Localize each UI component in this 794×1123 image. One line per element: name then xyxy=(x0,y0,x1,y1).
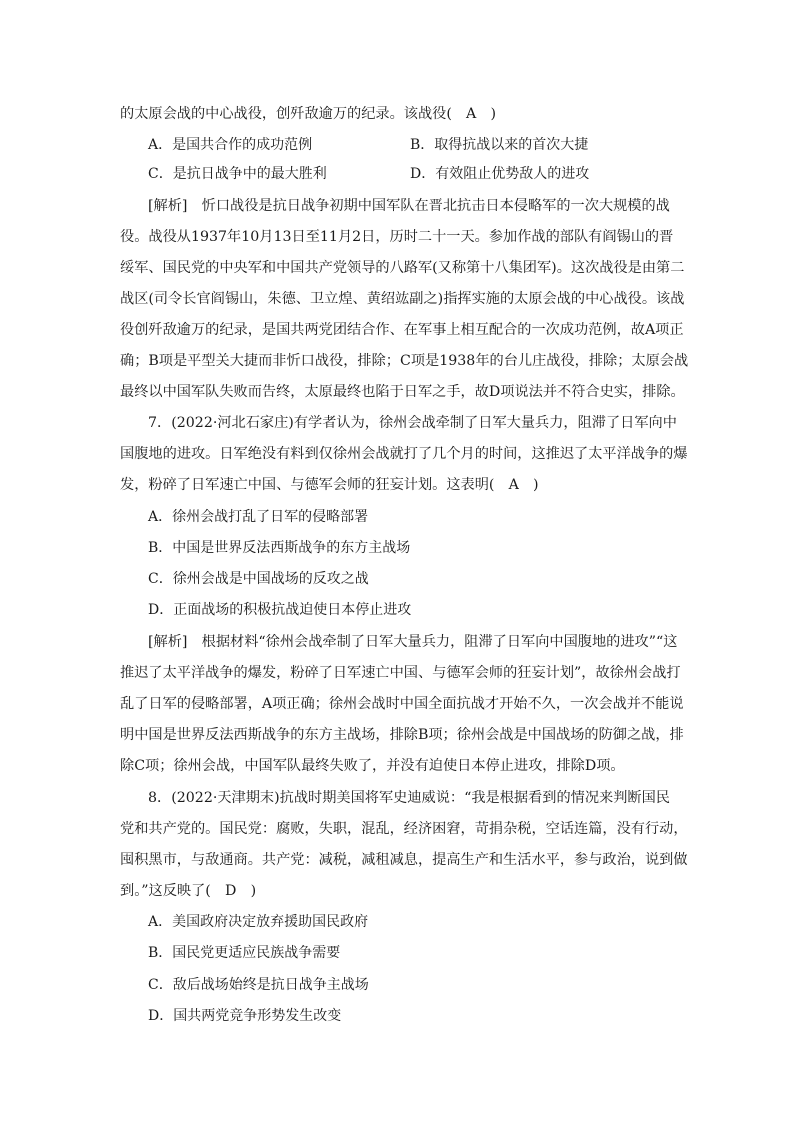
q6-option-c: C．是抗日战争中的最大胜利 xyxy=(148,166,327,182)
q8-stem-line: 到。”这反映了( D ) xyxy=(120,883,257,899)
q8-stem-line: 8．(2022·天津期末)抗战时期美国将军史迪威说：“我是根据看到的情况来判断国民 xyxy=(148,790,670,806)
q7-option-d: D．正面战场的积极抗战迫使日本停止进攻 xyxy=(148,602,412,618)
q6-analysis-line: 确；B项是平型关大捷而非忻口战役，排除；C项是1938年的台儿庄战役，排除；太原会战 xyxy=(120,353,689,369)
q8-stem-line: 囤积黑市，与敌通商。共产党：减税，减租减息，提高生产和生活水平，参与政治，说到做 xyxy=(120,852,688,868)
q8-stem-line: 党和共产党的。国民党：腐败，失职，混乱，经济困窘，苛捐杂税，空话连篇，没有行动， xyxy=(120,821,688,837)
q6-option-a: A．是国共合作的成功范例 xyxy=(148,137,313,153)
q8-option-d: D．国共两党竞争形势发生改变 xyxy=(148,1008,342,1024)
q6-analysis-line: 役创歼敌逾万的纪录，是国共两党团结合作、在军事上相互配合的一次成功范例，故A项正 xyxy=(120,322,684,338)
q6-stem: 的太原会战的中心战役，创歼敌逾万的纪录。该战役( A ) xyxy=(120,106,497,122)
q7-analysis-line: 乱了日军的侵略部署，A项正确；徐州会战时中国全面抗战才开始不久，一次会战并不能说 xyxy=(120,696,684,712)
q6-analysis-line: [解析] 忻口战役是抗日战争初期中国军队在晋北抗击日本侵略军的一次大规模的战 xyxy=(148,198,670,214)
q7-stem-line: 发，粉碎了日军速亡中国、与德军会师的狂妄计划。这表明( A ) xyxy=(120,477,539,493)
q7-analysis-line: 明中国是世界反法西斯战争的东方主战场，排除B项；徐州会战是中国战场的防御之战，排 xyxy=(120,727,684,743)
q7-analysis-line: [解析] 根据材料“徐州会战牵制了日军大量兵力，阻滞了日军向中国腹地的进攻”“这 xyxy=(148,634,678,650)
q7-analysis-line: 除C项；徐州会战，中国军队最终失败了，并没有迫使日本停止进攻，排除D项。 xyxy=(120,758,625,774)
q8-option-b: B．国民党更适应民族战争需要 xyxy=(148,945,341,961)
q7-stem-line: 国腹地的进攻。日军绝没有料到仅徐州会战就打了几个月的时间，这推迟了太平洋战争的爆 xyxy=(120,446,688,462)
q8-option-c: C．敌后战场始终是抗日战争主战场 xyxy=(148,977,369,993)
q6-option-b: B．取得抗战以来的首次大捷 xyxy=(410,137,589,153)
q6-analysis-line: 绥军、国民党的中央军和中国共产党领导的八路军(又称第十八集团军)。这次战役是由第二 xyxy=(120,260,685,276)
q7-option-c: C．徐州会战是中国战场的反攻之战 xyxy=(148,571,369,587)
q7-analysis-line: 推迟了太平洋战争的爆发，粉碎了日军速亡中国、与德军会师的狂妄计划”，故徐州会战打 xyxy=(120,665,681,681)
q6-option-d: D．有效阻止优势敌人的进攻 xyxy=(410,166,590,182)
q8-option-a: A．美国政府决定放弃援助国民政府 xyxy=(148,914,369,930)
q6-analysis-line: 战区(司令长官阎锡山，朱德、卫立煌、黄绍竑副之)指挥实施的太原会战的中心战役。该战 xyxy=(120,291,685,307)
q7-option-a: A．徐州会战打乱了日军的侵略部署 xyxy=(148,509,369,525)
q7-option-b: B．中国是世界反法西斯战争的东方主战场 xyxy=(148,540,411,556)
q7-stem-line: 7．(2022·河北石家庄)有学者认为，徐州会战牵制了日军大量兵力，阻滞了日军向中 xyxy=(148,415,677,431)
q6-analysis-line: 最终以中国军队失败而告终，太原最终也陷于日军之手，故D项说法并不符合史实，排除。 xyxy=(120,384,685,400)
q6-analysis-line: 役。战役从1937年10月13日至11月2日，历时二十一天。参加作战的部队有阎锡山的晋 xyxy=(120,229,674,245)
